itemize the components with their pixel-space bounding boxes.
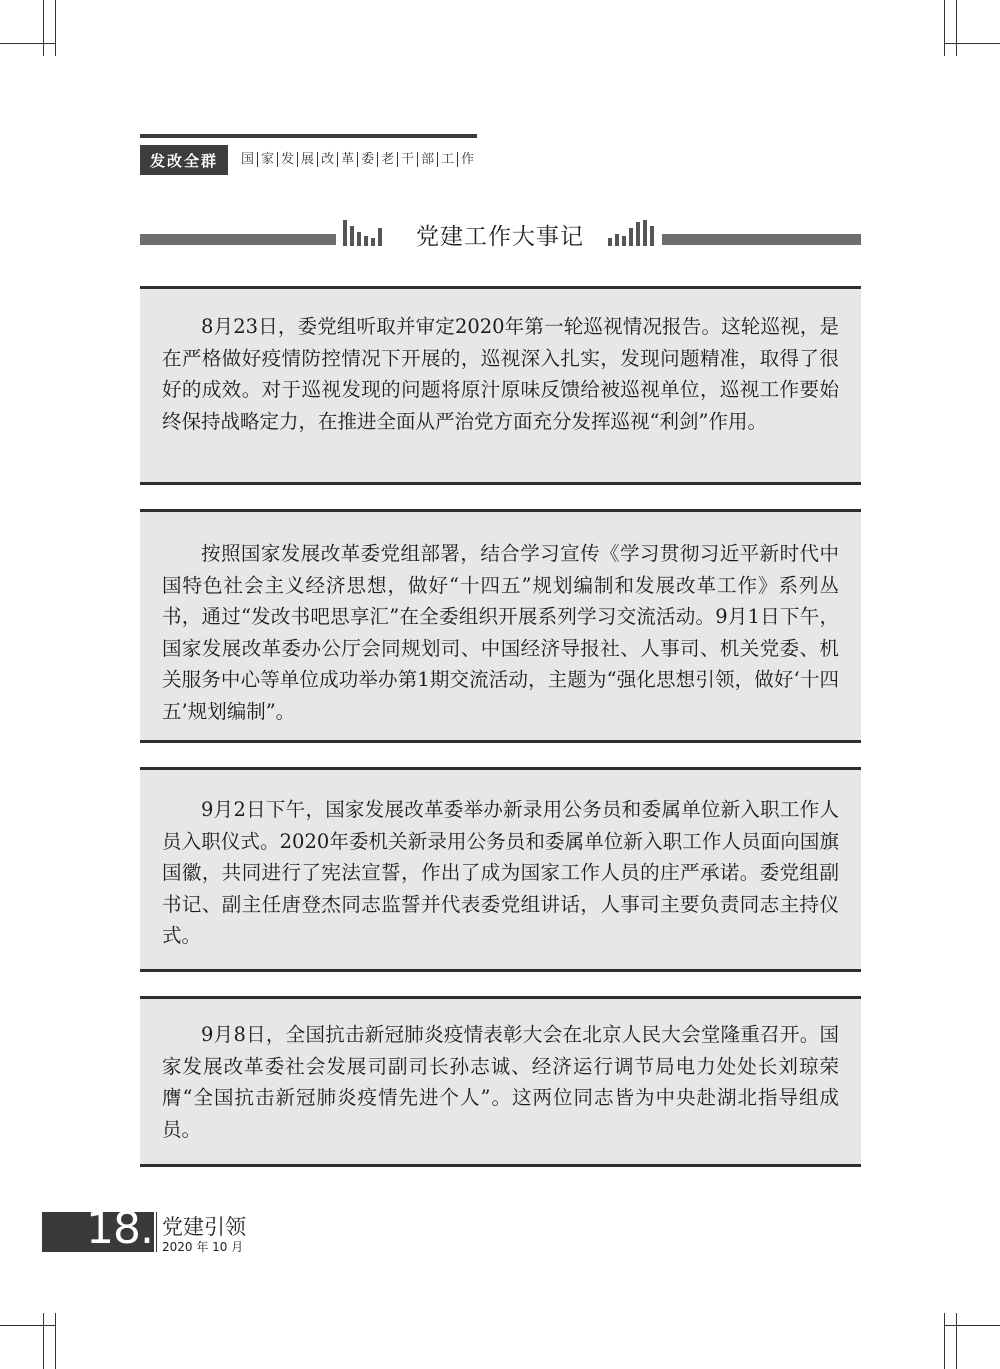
subtitle-char: 干 (398, 152, 418, 167)
subtitle-char: 老 (378, 152, 398, 167)
section-title: 党建工作大事记 (416, 224, 584, 250)
column-subtitle (238, 152, 477, 167)
crop-mark (956, 0, 957, 56)
title-bar-right (662, 234, 861, 245)
subtitle-char: 家 (258, 152, 278, 167)
crop-mark (55, 1313, 56, 1369)
subtitle-char: 作 (461, 152, 475, 167)
page-number: 18. (86, 1203, 153, 1254)
event-text: 8月23日，委党组听取并审定2020年第一轮巡视情况报告。这轮巡视，是在严格做好疫情防控情况下开展的，巡视深入扎实，发现问题精准，取得了很好的成效。对于巡视发现的问题将原汁原味反馈给被巡视单位，巡视工作要始终保持战略定力，在推进全面从严治党方面充分发挥巡视“利剑”作用。 (162, 315, 839, 433)
event-entry (140, 767, 861, 972)
event-text: 按照国家发展改革委党组部署，结合学习宣传《学习贯彻习近平新时代中国特色社会主义经济思想，做好“十四五”规划编制和发展改革工作》系列丛书，通过“发改书吧思享汇”在全委组织开展系列学习交流活动。9月1日下午，国家发展改革委办公厅会同规划司、中国经济导报社、人事司、机关党委、机关服务中心等单位成功举办第1期交流活动，主题为“强化思想引领，做好‘十四五’规划编制”。 (162, 542, 839, 723)
column-badge: 发改全群 (140, 145, 228, 175)
crop-mark (43, 1313, 44, 1369)
subtitle-char: 委 (358, 152, 378, 167)
subtitle-char: 改 (318, 152, 338, 167)
crop-mark (0, 43, 56, 44)
crop-mark (944, 43, 1000, 44)
footer-divider (156, 1212, 157, 1252)
subtitle-char: 国 (238, 152, 258, 167)
subtitle-char: 工 (438, 152, 458, 167)
event-entry (140, 996, 861, 1167)
event-text: 9月8日，全国抗击新冠肺炎疫情表彰大会在北京人民大会堂隆重召开。国家发展改革委社会发展司副司长孙志诚、经济运行调节局电力处处长刘琼荣膺“全国抗击新冠肺炎疫情先进个人”。这两位同志皆为中央赴湖北指导组成员。 (162, 1023, 839, 1141)
crop-mark (944, 1325, 1000, 1326)
event-entry (140, 286, 861, 485)
subtitle-char: 展 (298, 152, 318, 167)
crop-mark (0, 1325, 56, 1326)
title-bar-left (140, 234, 336, 245)
crop-mark (55, 0, 56, 56)
crop-mark (43, 0, 44, 56)
crop-mark (956, 1313, 957, 1369)
crop-mark (944, 1313, 945, 1369)
subtitle-char: 发 (278, 152, 298, 167)
crop-mark (944, 0, 945, 56)
header-rule (140, 134, 477, 138)
decor-bars-left-icon (343, 220, 382, 246)
subtitle-char: 部 (418, 152, 438, 167)
publication-title: 党建引领 (162, 1215, 246, 1239)
issue-date: 2020 年 10 月 (162, 1240, 244, 1254)
event-text: 9月2日下午，国家发展改革委举办新录用公务员和委属单位新入职工作人员入职仪式。2020年委机关新录用公务员和委属单位新入职工作人员面向国旗国徽，共同进行了宪法宣誓，作出了成为国家工作人员的庄严承诺。委党组副书记、副主任唐登杰同志监誓并代表委党组讲话，人事司主要负责同志主持仪式。 (162, 798, 839, 947)
decor-bars-right-icon (608, 220, 654, 246)
subtitle-char: 革 (338, 152, 358, 167)
event-entry (140, 509, 861, 743)
